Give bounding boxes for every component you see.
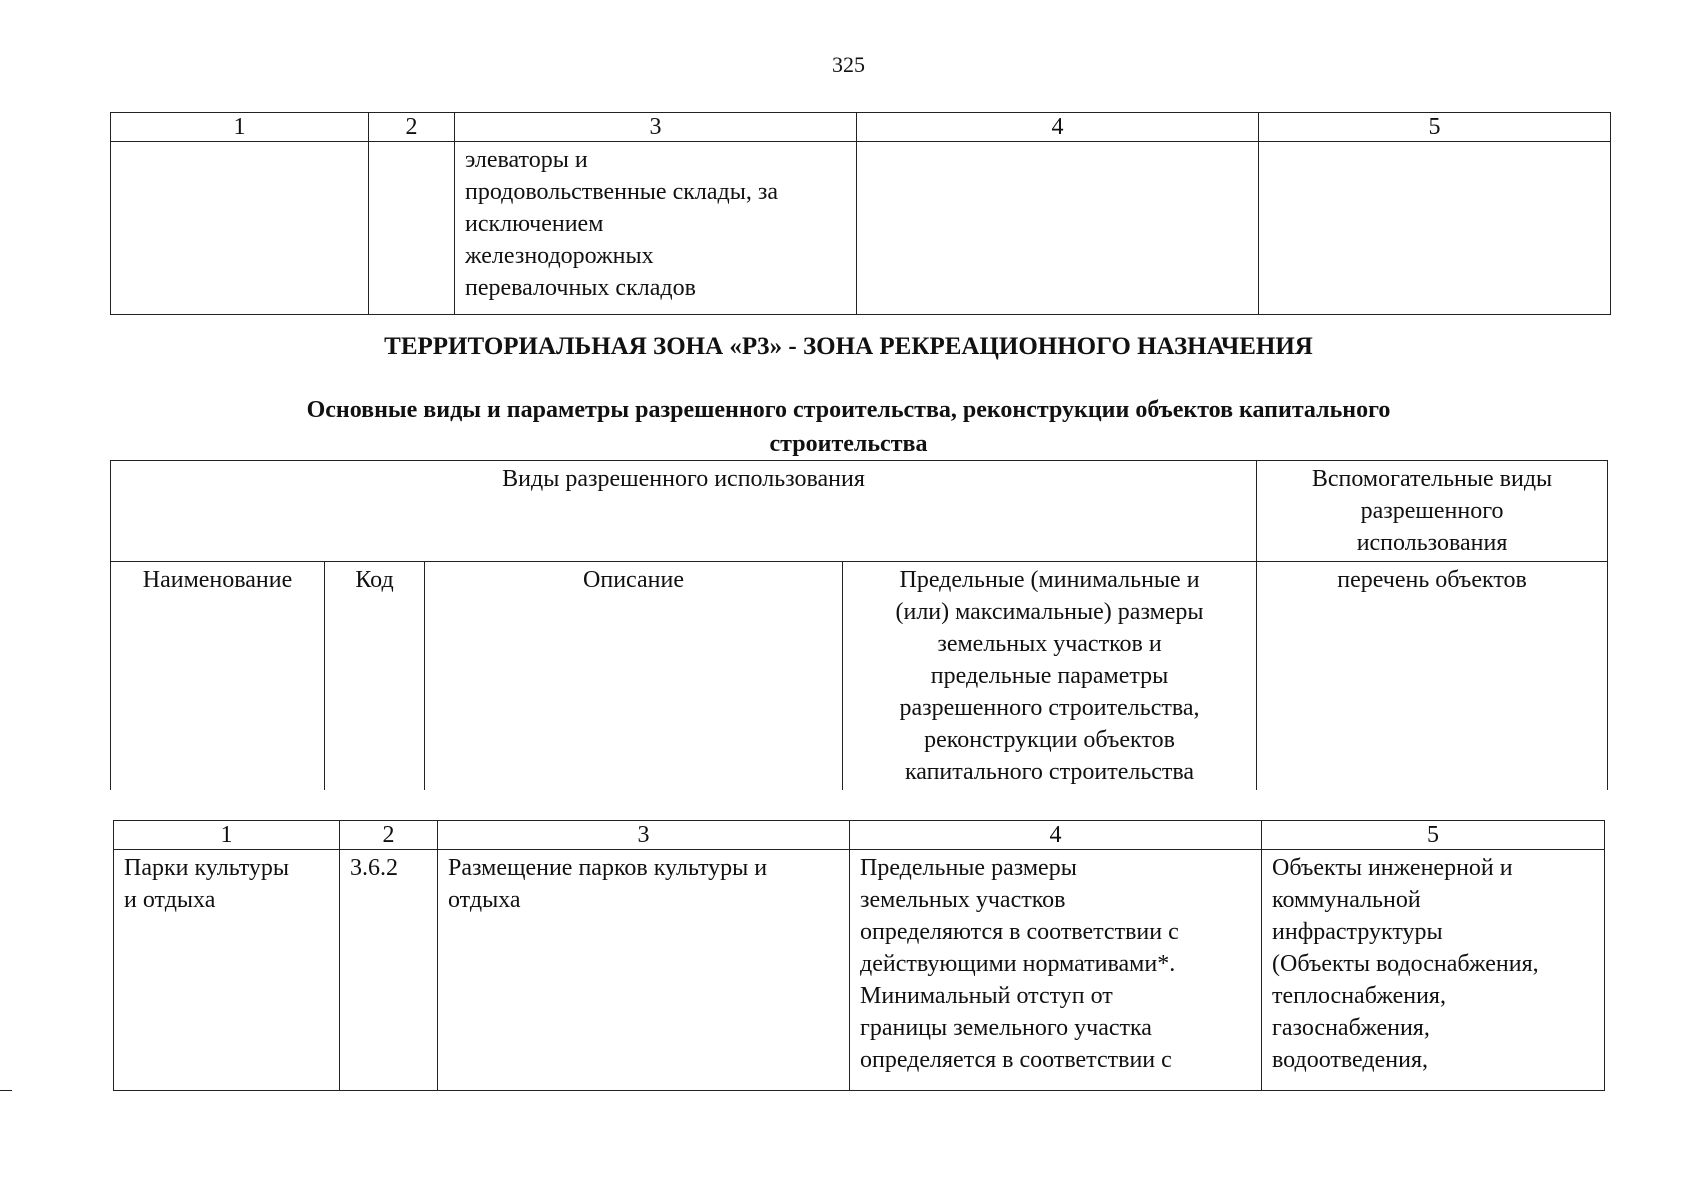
main-group-header: Виды разрешенного использования bbox=[111, 461, 1257, 562]
code-column-header: Код bbox=[325, 562, 425, 791]
text-line: капитального строительства bbox=[904, 759, 1195, 785]
text-line: Объекты инженерной и bbox=[1272, 855, 1513, 881]
column-number: 5 bbox=[1259, 113, 1611, 142]
text-line: определяются в соответствии с bbox=[860, 919, 1179, 945]
column-number: 1 bbox=[111, 113, 369, 142]
name-cell bbox=[111, 142, 369, 315]
params-cell bbox=[857, 142, 1259, 315]
text-line: разрешенного bbox=[1360, 498, 1504, 524]
text-line: земельных участков bbox=[860, 887, 1066, 913]
code-cell bbox=[369, 142, 455, 315]
column-number: 5 bbox=[1262, 821, 1605, 850]
zone-title: ТЕРРИТОРИАЛЬНАЯ ЗОНА «Р3» - ЗОНА РЕКРЕАЦИОННОГО НАЗНАЧЕНИЯ bbox=[384, 333, 1313, 360]
group-header-row bbox=[111, 461, 1608, 562]
text-line: железнодорожных bbox=[465, 243, 654, 269]
column-number: 1 bbox=[114, 821, 340, 850]
column-number-row bbox=[114, 821, 1605, 850]
column-number: 4 bbox=[857, 113, 1259, 142]
header-table bbox=[110, 460, 1608, 790]
column-number-row bbox=[111, 113, 1611, 142]
column-number: 2 bbox=[340, 821, 438, 850]
aux-group-header bbox=[1257, 461, 1608, 562]
params-cell bbox=[850, 850, 1262, 1091]
text-line: Парки культуры bbox=[124, 855, 290, 881]
text-line: коммунальной bbox=[1272, 887, 1421, 913]
text-line: теплоснабжения, bbox=[1272, 983, 1446, 1009]
text-line: продовольственные склады, за bbox=[465, 179, 778, 205]
table-row bbox=[114, 850, 1605, 1091]
section-subtitle bbox=[200, 393, 1497, 461]
aux-column-header: перечень объектов bbox=[1257, 562, 1608, 791]
description-cell bbox=[455, 142, 857, 315]
text-line: (или) максимальные) размеры bbox=[895, 599, 1204, 625]
text-line: реконструкции объектов bbox=[924, 727, 1175, 753]
subtitle-line: строительства bbox=[769, 431, 928, 457]
table-row bbox=[111, 142, 1611, 315]
description-cell bbox=[438, 850, 850, 1091]
text-line: предельные параметры bbox=[930, 663, 1169, 689]
margin-mark bbox=[0, 1090, 12, 1091]
params-column-header bbox=[843, 562, 1257, 791]
text-line: использования bbox=[1356, 530, 1508, 556]
code-cell: 3.6.2 bbox=[340, 850, 438, 1091]
main-table bbox=[113, 820, 1605, 1091]
text-line: отдыха bbox=[448, 887, 521, 913]
text-line: разрешенного строительства, bbox=[899, 695, 1200, 721]
text-line: исключением bbox=[465, 211, 604, 237]
column-number: 3 bbox=[438, 821, 850, 850]
text-line: Вспомогательные виды bbox=[1311, 466, 1553, 492]
text-line: инфраструктуры bbox=[1272, 919, 1443, 945]
text-line: элеваторы и bbox=[465, 147, 588, 173]
text-line: водоотведения, bbox=[1272, 1047, 1428, 1073]
text-line: газоснабжения, bbox=[1272, 1015, 1430, 1041]
name-column-header: Наименование bbox=[111, 562, 325, 791]
text-line: Предельные размеры bbox=[860, 855, 1077, 881]
text-line: перевалочных складов bbox=[465, 275, 696, 301]
column-number: 4 bbox=[850, 821, 1262, 850]
subtitle-line: Основные виды и параметры разрешенного строительства, реконструкции объектов капитального bbox=[306, 397, 1391, 423]
column-number: 3 bbox=[455, 113, 857, 142]
aux-cell bbox=[1262, 850, 1605, 1091]
column-header-row bbox=[111, 562, 1608, 791]
text-line: и отдыха bbox=[124, 887, 216, 913]
continuation-table bbox=[110, 112, 1611, 315]
text-line: действующими нормативами*. bbox=[860, 951, 1176, 977]
aux-cell bbox=[1259, 142, 1611, 315]
text-line: Размещение парков культуры и bbox=[448, 855, 768, 881]
name-cell bbox=[114, 850, 340, 1091]
column-number: 2 bbox=[369, 113, 455, 142]
text-line: земельных участков и bbox=[937, 631, 1162, 657]
text-line: (Объекты водоснабжения, bbox=[1272, 951, 1539, 977]
text-line: границы земельного участка bbox=[860, 1015, 1152, 1041]
text-line: Минимальный отступ от bbox=[860, 983, 1113, 1009]
description-column-header: Описание bbox=[425, 562, 843, 791]
text-line: определяется в соответствии с bbox=[860, 1047, 1172, 1073]
text-line: Предельные (минимальные и bbox=[899, 567, 1200, 593]
page-number: 325 bbox=[832, 52, 865, 77]
